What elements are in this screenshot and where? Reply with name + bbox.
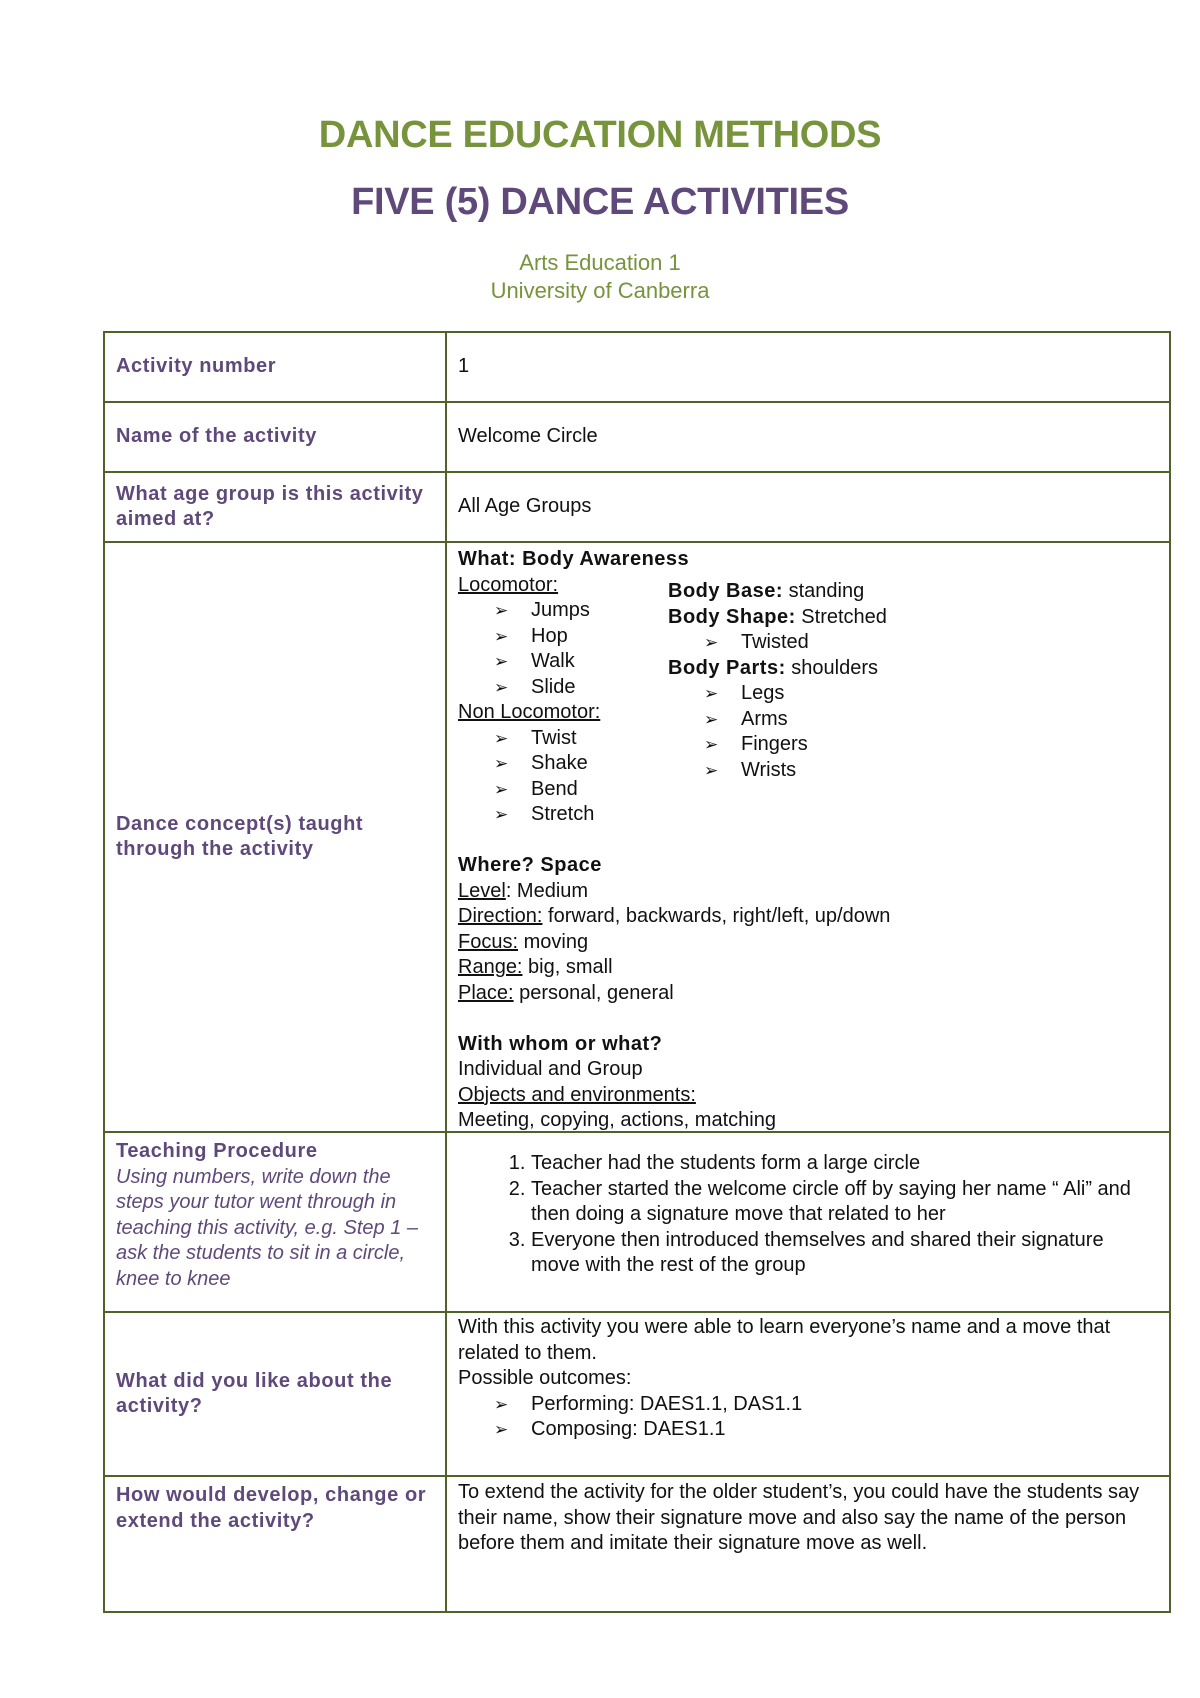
list-item-text: Fingers xyxy=(741,733,808,755)
list-item xyxy=(494,802,1138,828)
list-item xyxy=(704,630,1148,656)
arrow-bullet-icon: ➢ xyxy=(494,805,509,824)
arrow-bullet-icon: ➢ xyxy=(494,754,509,773)
document-subtitle: FIVE (5) DANCE ACTIVITIES xyxy=(351,181,849,223)
arrow-bullet-icon: ➢ xyxy=(494,779,509,799)
range-line xyxy=(458,955,1138,981)
body-parts-value: shoulders xyxy=(785,656,879,679)
outcomes-list xyxy=(458,1392,1158,1443)
objects-value: Meeting, copying, actions, matching xyxy=(458,1109,776,1131)
activity-number-label: Activity number xyxy=(104,332,446,402)
level-value: : Medium xyxy=(505,879,589,902)
list-item xyxy=(494,1392,1158,1418)
range-value: big, small xyxy=(522,956,613,978)
focus-label: Focus: xyxy=(458,930,519,953)
age-group-label: What age group is this activity aimed at? xyxy=(104,472,446,542)
list-item xyxy=(704,681,1148,707)
place-value: personal, general xyxy=(513,981,674,1004)
outcomes-label: Possible outcomes: xyxy=(458,1367,632,1389)
age-group-value: All Age Groups xyxy=(446,472,1170,542)
arrow-bullet-icon: ➢ xyxy=(494,1394,509,1414)
body-base-line xyxy=(668,579,1148,605)
list-item-text: Performing: DAES1.1, DAS1.1 xyxy=(531,1392,803,1415)
list-item-text: Arms xyxy=(741,707,788,730)
list-item-text: Stretch xyxy=(531,803,595,825)
liked-cell xyxy=(446,1312,1170,1476)
procedure-steps xyxy=(458,1151,1158,1279)
list-item: 2. Teacher started the welcome circle off by saying her name “ Ali” and then doing a signature move that related to her xyxy=(531,1177,1158,1228)
arrow-bullet-icon: ➢ xyxy=(704,760,719,780)
list-item-text: Twisted xyxy=(741,631,809,653)
concepts-label: Dance concept(s) taught through the activity xyxy=(104,542,446,1132)
arrow-bullet-icon: ➢ xyxy=(704,709,719,729)
level-line xyxy=(458,879,1138,905)
list-item xyxy=(704,707,1148,733)
focus-value: moving xyxy=(518,930,589,953)
liked-row xyxy=(104,1312,1170,1476)
activity-name-value: Welcome Circle xyxy=(446,402,1170,472)
locomotor-label: Locomotor: xyxy=(458,573,559,596)
body-base-label: Body Base: xyxy=(668,580,784,602)
arrow-bullet-icon: ➢ xyxy=(704,735,719,754)
arrow-bullet-icon: ➢ xyxy=(494,1420,509,1439)
liked-label: What did you like about the activity? xyxy=(104,1312,446,1476)
concepts-right-column xyxy=(668,579,1148,783)
list-item: 3. Everyone then introduced themselves and shared their signature move with the rest of the group xyxy=(531,1228,1158,1279)
body-parts-label: Body Parts: xyxy=(668,656,786,679)
course-name: Arts Education 1 xyxy=(519,250,681,275)
document-title: DANCE EDUCATION METHODS xyxy=(318,114,882,156)
direction-label: Direction: xyxy=(458,905,543,927)
body-parts-line xyxy=(668,656,1148,682)
activity-number-row xyxy=(104,332,1170,402)
list-item-text: Wrists xyxy=(741,758,797,781)
develop-label: How would develop, change or extend the activity? xyxy=(104,1476,446,1612)
arrow-bullet-icon: ➢ xyxy=(704,684,719,703)
body-base-value: standing xyxy=(783,580,865,602)
list-item-text: Shake xyxy=(531,752,588,774)
direction-value: forward, backwards, right/left, up/down xyxy=(542,905,891,927)
list-item-text: Twist xyxy=(531,726,577,749)
list-item-text: Bend xyxy=(531,777,578,800)
list-item xyxy=(704,732,1148,758)
body-shape-label: Body Shape: xyxy=(668,605,796,628)
level-label: Level xyxy=(458,879,506,902)
arrow-bullet-icon: ➢ xyxy=(704,633,719,652)
list-item-text: Walk xyxy=(531,650,575,672)
activity-number-value: 1 xyxy=(446,332,1170,402)
list-item-text: Hop xyxy=(531,624,568,647)
procedure-label: Teaching Procedure xyxy=(116,1140,318,1162)
arrow-bullet-icon: ➢ xyxy=(494,601,509,620)
range-label: Range: xyxy=(458,956,523,978)
with-value: Individual and Group xyxy=(458,1058,643,1080)
procedure-label-cell xyxy=(104,1132,446,1312)
list-item-text: Legs xyxy=(741,682,785,704)
activity-table xyxy=(103,331,1171,1613)
where-heading: Where? Space xyxy=(458,854,602,876)
develop-row xyxy=(104,1476,1170,1612)
direction-line xyxy=(458,904,1138,930)
place-line xyxy=(458,981,1138,1007)
procedure-row xyxy=(104,1132,1170,1312)
arrow-bullet-icon: ➢ xyxy=(494,652,509,671)
concepts-row xyxy=(104,542,1170,1132)
university-name: University of Canberra xyxy=(490,278,710,303)
liked-text: With this activity you were able to learn everyone’s name and a move that related to them. xyxy=(458,1316,1111,1364)
body-shape-value: Stretched xyxy=(795,605,887,628)
place-label: Place: xyxy=(458,981,514,1004)
list-item-text: Slide xyxy=(531,675,576,698)
list-item xyxy=(494,1417,1158,1443)
focus-line xyxy=(458,930,1138,956)
procedure-cell xyxy=(446,1132,1170,1312)
arrow-bullet-icon: ➢ xyxy=(494,677,509,697)
what-heading: What: Body Awareness xyxy=(458,548,690,570)
objects-label: Objects and environments: xyxy=(458,1083,696,1106)
develop-text: To extend the activity for the older student’s, you could have the students say their name, show their signature move and also say the name of the person before them and imitate their signature move as well. xyxy=(446,1476,1170,1612)
body-shape-line xyxy=(668,605,1148,631)
with-heading: With whom or what? xyxy=(458,1032,663,1055)
arrow-bullet-icon: ➢ xyxy=(494,728,509,748)
list-item-text: Jumps xyxy=(531,599,590,621)
list-item xyxy=(704,758,1148,784)
body-shape-list xyxy=(668,630,1148,656)
activity-name-label: Name of the activity xyxy=(104,402,446,472)
age-group-row xyxy=(104,472,1170,542)
list-item-text: Composing: DAES1.1 xyxy=(531,1418,726,1440)
concepts-cell xyxy=(446,542,1170,1132)
activity-name-row xyxy=(104,402,1170,472)
arrow-bullet-icon: ➢ xyxy=(494,626,509,646)
body-parts-list xyxy=(668,681,1148,783)
procedure-instructions: Using numbers, write down the steps your tutor went through in teaching this activity, e.g. Step 1 – ask the students to sit in a circle, knee to knee xyxy=(116,1165,419,1290)
list-item: 1. Teacher had the students form a large circle xyxy=(531,1151,1158,1177)
non-locomotor-label: Non Locomotor: xyxy=(458,701,601,723)
